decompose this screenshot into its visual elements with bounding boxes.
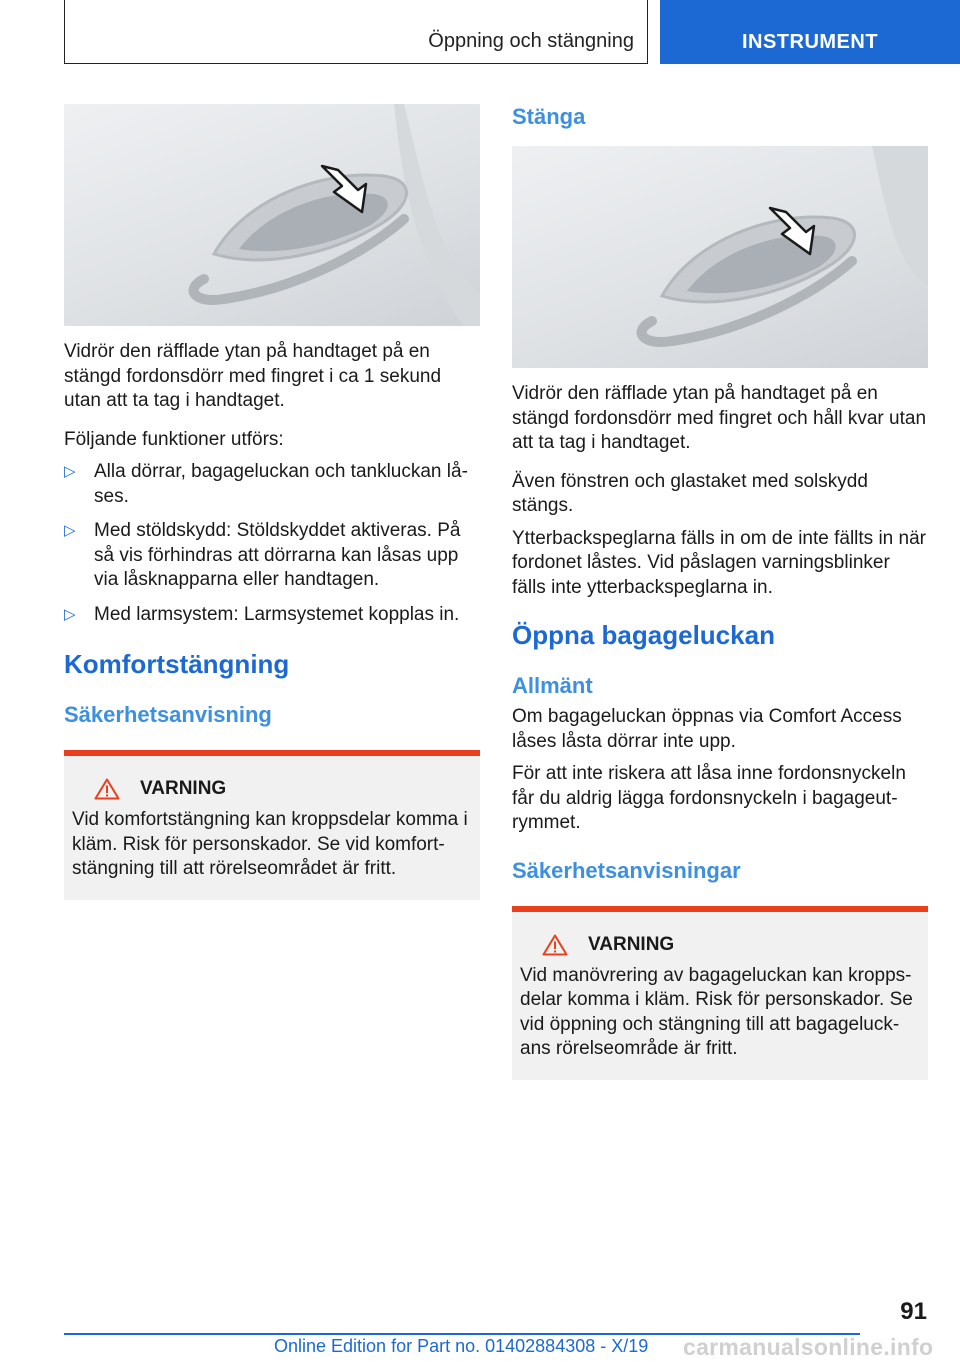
warning-text: Vid manövrering av bagageluckan kan kroppsdelar komma i kläm. Risk för personskador. Se vid öppning och stängning till att bagageluckans rörelseområde är fritt. xyxy=(520,964,913,1059)
triangle-bullet-icon: ▷ xyxy=(64,522,76,539)
functions-intro-text: Följande funktioner utförs: xyxy=(64,428,284,450)
triangle-bullet-icon: ▷ xyxy=(64,463,76,480)
header-tab-label: INSTRUMENT xyxy=(741,31,879,53)
warning-triangle-icon xyxy=(94,778,120,800)
lock-instruction-text: Vidrör den räfflade ytan på handtaget på en stängd fordonsdörr med fingret i ca 1 sekund utan att ta tag i handtaget. xyxy=(64,341,442,411)
warning-header xyxy=(72,778,472,800)
warning-triangle-icon xyxy=(542,934,568,956)
list-item xyxy=(64,603,480,628)
page-number: 91 xyxy=(900,1298,927,1325)
triangle-bullet-icon: ▷ xyxy=(64,605,76,623)
left-column xyxy=(64,104,480,900)
warning-title: VARNING xyxy=(588,933,675,955)
trunk-key-warning-text: För att inte riskera att låsa inne fordonsnyckeln får du aldrig lägga fordonsnyckeln i bagageutrymmet. xyxy=(512,763,906,833)
functions-list xyxy=(64,460,480,627)
door-handle-image-lock xyxy=(64,104,480,326)
header-tab-instrument[interactable] xyxy=(660,0,960,64)
heading-safety-notes: Säkerhetsanvisningar xyxy=(512,857,741,883)
windows-close-text: Även fönstren och glastaket med solskydd stängs. xyxy=(512,470,868,516)
trunk-comfort-access-text: Om bagageluckan öppnas via Comfort Access låses låsta dörrar inte upp. xyxy=(512,706,902,752)
heading-close: Stänga xyxy=(512,104,586,129)
header-section-title: Öppning och stängning xyxy=(428,30,634,52)
door-handle-illustration xyxy=(512,146,928,368)
door-handle-image-close xyxy=(512,146,928,368)
list-item-text: Med larmsystem: Larmsystemet kopplas in. xyxy=(94,603,460,625)
mirrors-fold-text: Ytterbackspeglarna fälls in om de inte fällts in när fordonet låstes. Vid påslagen varningsblinker fälls inte ytterbackspeglarna in. xyxy=(512,527,926,598)
right-column xyxy=(512,104,928,1080)
warning-text: Vid komfortstängning kan kroppsdelar komma i kläm. Risk för personskador. Se vid komfortstängning till att rörelseområdet är fritt. xyxy=(72,809,468,879)
list-item-text: Alla dörrar, bagageluckan och tankluckan låses. xyxy=(94,461,468,507)
warning-header xyxy=(520,934,920,956)
close-instruction-text: Vidrör den räfflade ytan på handtaget på en stängd fordonsdörr med fingret och håll kvar utan att ta tag i handtaget. xyxy=(512,383,927,453)
door-handle-illustration xyxy=(64,104,480,326)
heading-safety-note: Säkerhetsanvisning xyxy=(64,702,272,727)
heading-general: Allmänt xyxy=(512,673,593,698)
list-item xyxy=(64,519,480,593)
heading-comfort-close: Komfortstängning xyxy=(64,649,290,679)
warning-title: VARNING xyxy=(140,778,227,799)
warning-box-comfort xyxy=(64,750,480,900)
watermark-text: carmanualsonline.info xyxy=(683,1334,934,1360)
footer-edition-text: Online Edition for Part no. 01402884308 - X/19 xyxy=(274,1336,649,1356)
heading-open-trunk: Öppna bagageluckan xyxy=(512,620,775,650)
list-item-text: Med stöldskydd: Stöldskyddet aktiveras. På så vis förhindras att dörrarna kan låsas upp via låsknapparna eller handtagen. xyxy=(94,520,461,590)
warning-box-trunk xyxy=(512,906,928,1080)
list-item xyxy=(64,460,480,509)
